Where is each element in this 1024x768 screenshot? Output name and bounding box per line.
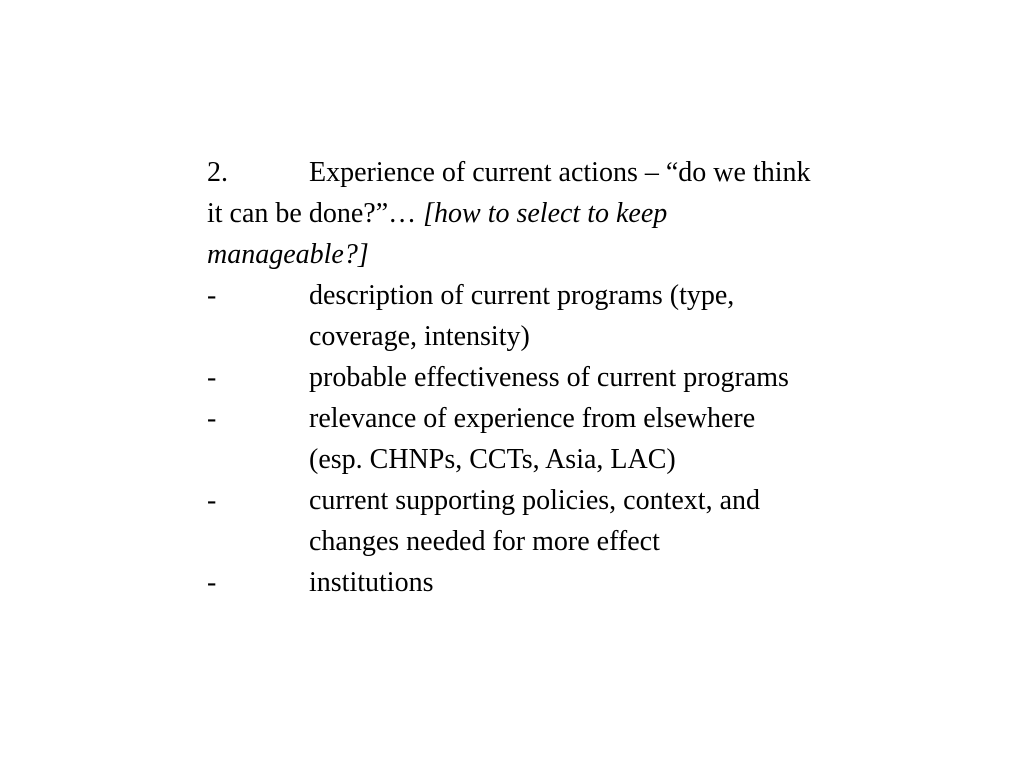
bullet-marker: - (207, 567, 217, 598)
heading-number: 2. (207, 157, 228, 188)
bullet-item (207, 357, 997, 398)
bullet-text-continuation: changes needed for more effect (309, 526, 660, 557)
heading-text-line-1: Experience of current actions – “do we think (309, 157, 811, 188)
bullet-text: probable effectiveness of current programs (309, 362, 789, 393)
heading-line-2 (207, 193, 997, 234)
heading-text-line-2: it can be done?”… (207, 198, 424, 229)
heading-italic-note-line-3: manageable?] (207, 239, 369, 270)
bullet-marker: - (207, 362, 217, 393)
bullet-marker: - (207, 280, 217, 311)
bullet-item (207, 480, 997, 521)
bullet-text-continuation: (esp. CHNPs, CCTs, Asia, LAC) (309, 444, 676, 475)
bullet-text: current supporting policies, context, and (309, 485, 760, 516)
bullet-marker: - (207, 485, 217, 516)
bullet-text: relevance of experience from elsewhere (309, 403, 756, 434)
heading-italic-note-line-2: [how to select to keep (423, 198, 668, 229)
bullet-item (207, 562, 997, 603)
bullet-continuation (207, 316, 997, 357)
bullet-marker: - (207, 403, 217, 434)
bullet-text-continuation: coverage, intensity) (309, 321, 530, 352)
bullet-text: institutions (309, 567, 434, 598)
bullet-text: description of current programs (type, (309, 280, 735, 311)
bullet-item (207, 398, 997, 439)
heading-line-1 (207, 152, 997, 193)
heading-line-3 (207, 234, 997, 275)
bullet-continuation (207, 439, 997, 480)
slide-body-text (207, 152, 997, 603)
bullet-continuation (207, 521, 997, 562)
bullet-item (207, 275, 997, 316)
